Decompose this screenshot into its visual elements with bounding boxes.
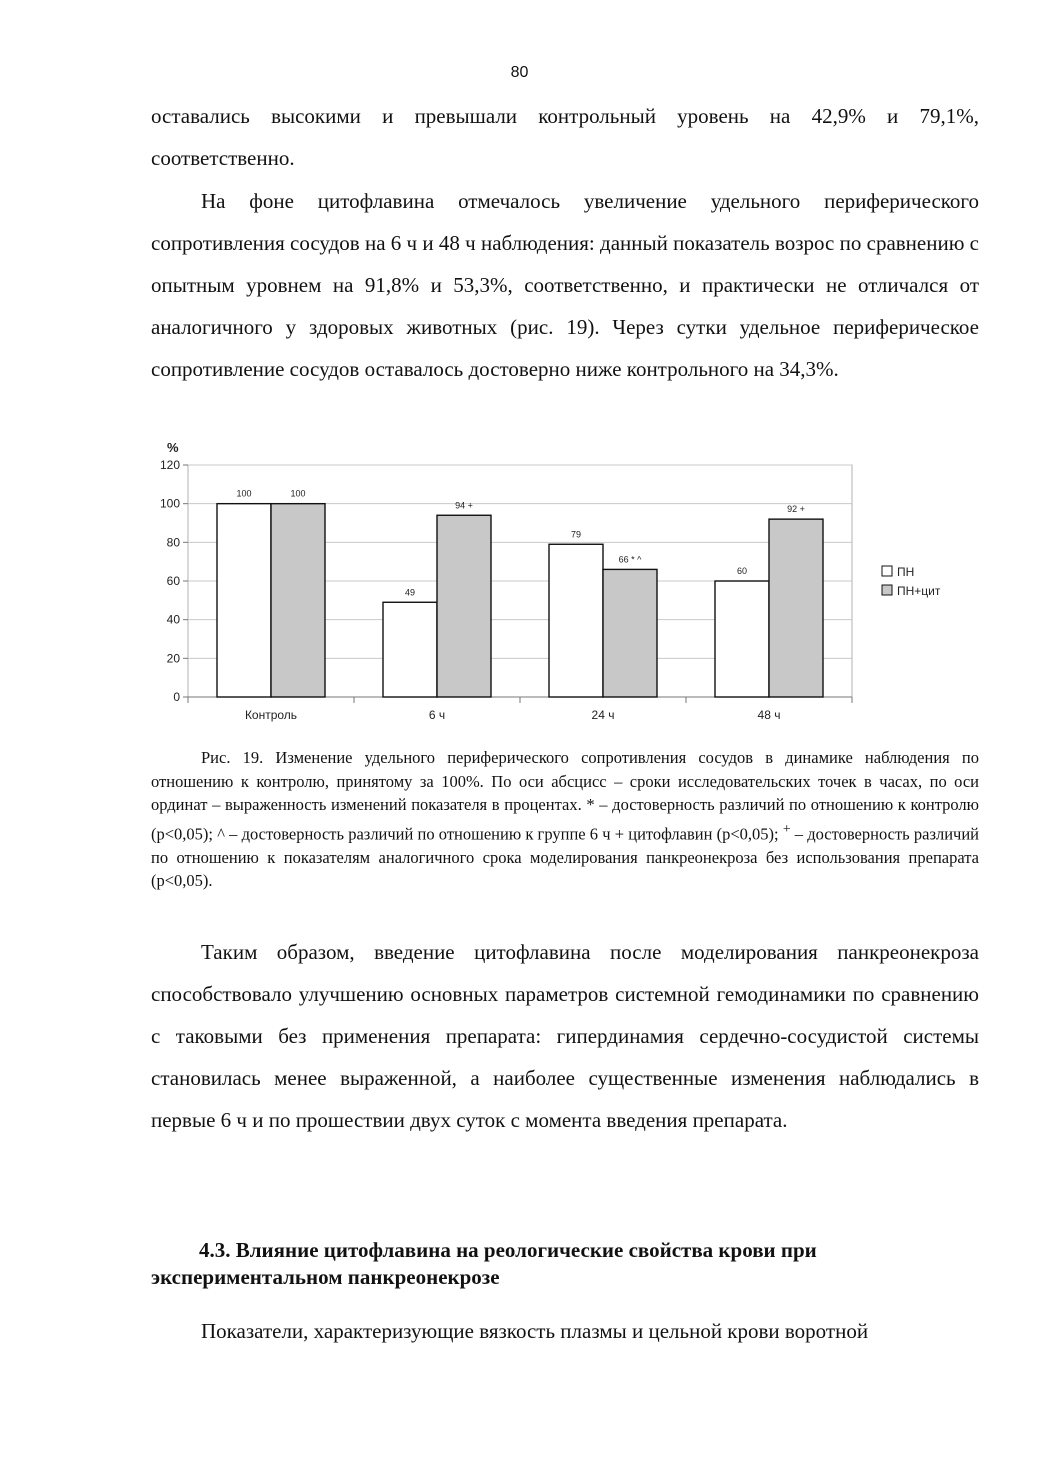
caption-text-1: Рис. 19. Изменение удельного периферического сопротивления сосудов в динамике наблюдения по отношению к контролю, принятому за 100%. По оси абсцисс – сроки исследовательских точек в часах, по оси ординат – выраженность изменений показателя в процентах. * – достоверность различий по отношению к контролю (p<0,05); ^ – достоверность различий по отношению к группе 6 ч + цитофлавин (p<0,05); xyxy=(151,748,979,843)
bar-pn xyxy=(217,504,271,697)
data-label: 60 xyxy=(736,566,748,576)
caption-plus-sign: + xyxy=(782,820,791,836)
x-tick-label: 48 ч xyxy=(757,708,781,722)
legend-swatch xyxy=(882,585,892,595)
x-tick-label: Контроль xyxy=(244,708,298,722)
legend-swatch xyxy=(882,566,892,576)
caption-text-2: – достоверность различий по отношению к показателям аналогичного срока моделирования панкреонекроза без использования препарата (p<0,05). xyxy=(151,824,979,890)
figure-19-chart xyxy=(140,438,980,728)
bar-pn-cit xyxy=(769,519,823,697)
bar-pn-cit xyxy=(271,504,325,697)
data-label: 92 + xyxy=(787,504,805,515)
figure-caption xyxy=(151,746,979,893)
y-tick-label: 100 xyxy=(159,496,180,511)
legend-label: ПН xyxy=(897,565,915,579)
paragraph-3: Таким образом, введение цитофлавина после моделирования панкреонекроза способствовало улучшению основных параметров системной гемодинамики по сравнению с таковыми без применения препарата: гипердинамия сердечно-сосудистой системы становилась менее выраженной, а наиболее существенные изменения наблюдались в первые 6 ч и по прошествии двух суток с момента введения препарата. xyxy=(151,940,979,1132)
data-label: 49 xyxy=(404,587,416,598)
y-tick-label: 80 xyxy=(166,535,180,550)
section-heading: 4.3. Влияние цитофлавина на реологические свойства крови при экспериментальном панкреонекрозе xyxy=(151,1238,817,1289)
data-label: 66 * ^ xyxy=(618,554,642,565)
bar-pn-cit xyxy=(437,515,491,697)
y-tick-label: 20 xyxy=(166,651,180,666)
data-label: 100 xyxy=(236,488,252,499)
data-label: 79 xyxy=(570,529,582,540)
paragraph-2: На фоне цитофлавина отмечалось увеличение удельного периферического сопротивления сосудов на 6 ч и 48 ч наблюдения: данный показатель возрос по сравнению с опытным уровнем на 91,8% и 53,3%, соответственно, и практически не отличался от аналогичного у здоровых животных (рис. 19). Через сутки удельное периферическое сопротивление сосудов оставалось достоверно ниже контрольного на 34,3%. xyxy=(151,189,979,381)
bar-pn xyxy=(715,581,769,697)
data-label: 100 xyxy=(290,488,306,499)
paragraph-1: оставались высокими и превышали контрольный уровень на 42,9% и 79,1%, соответственно. xyxy=(151,104,979,170)
y-tick-label: 0 xyxy=(173,690,180,704)
page-number: 80 xyxy=(510,64,529,81)
y-axis-label: % xyxy=(167,440,179,455)
bar-pn-cit xyxy=(603,569,657,697)
bar-chart-svg xyxy=(140,438,980,728)
y-tick-label: 40 xyxy=(166,612,180,627)
data-label: 94 + xyxy=(455,500,473,511)
x-tick-label: 24 ч xyxy=(591,708,615,722)
paragraph-4: Показатели, характеризующие вязкость плазмы и цельной крови воротной xyxy=(201,1319,869,1343)
y-tick-label: 120 xyxy=(159,458,180,472)
x-tick-label: 6 ч xyxy=(428,708,446,722)
legend-label: ПН+цит xyxy=(897,584,941,598)
bar-pn xyxy=(383,602,437,697)
bar-pn xyxy=(549,544,603,697)
y-tick-label: 60 xyxy=(166,574,180,588)
